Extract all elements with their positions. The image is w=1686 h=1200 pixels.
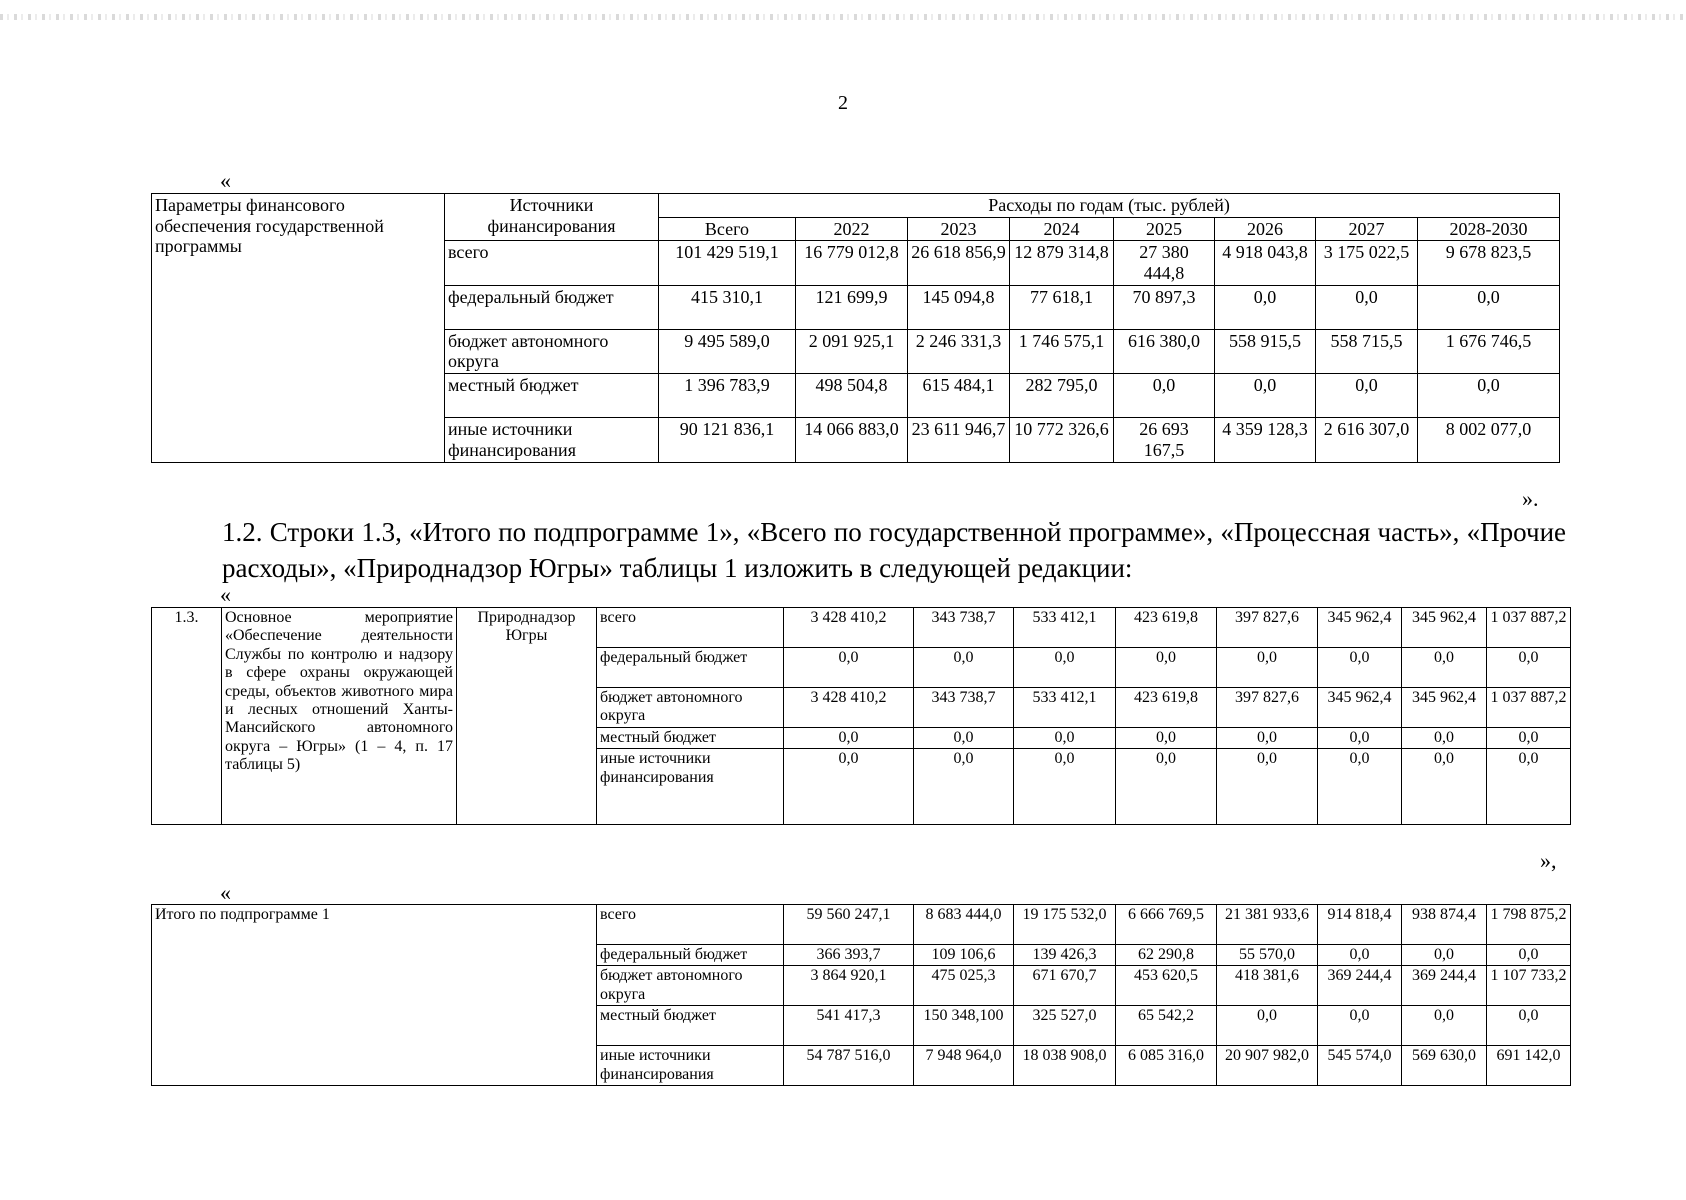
- value-cell: 498 504,8: [796, 374, 908, 418]
- value-cell: 938 874,4: [1402, 905, 1487, 945]
- value-cell: 59 560 247,1: [784, 905, 914, 945]
- value-cell: 1 037 887,2: [1487, 688, 1571, 728]
- value-cell: 10 772 326,6: [1010, 418, 1114, 462]
- value-cell: 21 381 933,6: [1217, 905, 1318, 945]
- value-cell: 0,0: [1487, 945, 1571, 966]
- value-cell: 0,0: [784, 648, 914, 688]
- value-cell: 26 693 167,5: [1114, 418, 1215, 462]
- value-cell: 121 699,9: [796, 285, 908, 329]
- value-cell: 343 738,7: [914, 688, 1014, 728]
- source-cell: иные источники финансирования: [597, 1046, 784, 1086]
- value-cell: 27 380 444,8: [1114, 241, 1215, 285]
- value-cell: 453 620,5: [1116, 966, 1217, 1006]
- value-cell: 54 787 516,0: [784, 1046, 914, 1086]
- value-cell: 0,0: [1318, 749, 1402, 825]
- value-cell: 145 094,8: [908, 285, 1010, 329]
- value-cell: 369 244,4: [1318, 966, 1402, 1006]
- value-cell: 533 412,1: [1014, 688, 1116, 728]
- value-cell: 77 618,1: [1010, 285, 1114, 329]
- value-cell: 23 611 946,7: [908, 418, 1010, 462]
- value-cell: 0,0: [1402, 945, 1487, 966]
- close-quote-2: »,: [1540, 848, 1557, 873]
- value-cell: 101 429 519,1: [659, 241, 796, 285]
- value-cell: 397 827,6: [1217, 608, 1318, 648]
- value-cell: 1 396 783,9: [659, 374, 796, 418]
- value-cell: 558 715,5: [1316, 329, 1418, 373]
- value-cell: 0,0: [914, 749, 1014, 825]
- value-cell: 0,0: [914, 728, 1014, 749]
- value-cell: 418 381,6: [1217, 966, 1318, 1006]
- value-cell: 914 818,4: [1318, 905, 1402, 945]
- value-cell: 0,0: [1116, 648, 1217, 688]
- years-header: Расходы по годам (тыс. рублей): [659, 194, 1560, 218]
- value-cell: 415 310,1: [659, 285, 796, 329]
- subprogram-1-total-table: [151, 904, 1571, 1086]
- value-cell: 282 795,0: [1010, 374, 1114, 418]
- value-cell: 150 348,100: [914, 1006, 1014, 1046]
- value-cell: 475 025,3: [914, 966, 1014, 1006]
- value-cell: 0,0: [1487, 1006, 1571, 1046]
- value-cell: 0,0: [1217, 648, 1318, 688]
- value-cell: 0,0: [1418, 285, 1560, 329]
- value-cell: 325 527,0: [1014, 1006, 1116, 1046]
- paragraph-text: 1.2. Строки 1.3, «Итого по подпрограмме 1», «Всего по государственной программе», «Процессная часть», «Прочие расходы», «Природнадзор Югры» таблицы 1 изложить в следующей редакции:: [222, 517, 1566, 583]
- table-row: [152, 905, 1571, 945]
- value-cell: 343 738,7: [914, 608, 1014, 648]
- value-cell: 6 085 316,0: [1116, 1046, 1217, 1086]
- amendment-paragraph: [150, 514, 1566, 586]
- value-cell: 0,0: [1217, 749, 1318, 825]
- value-cell: 3 864 920,1: [784, 966, 914, 1006]
- value-cell: 345 962,4: [1318, 688, 1402, 728]
- value-cell: 19 175 532,0: [1014, 905, 1116, 945]
- value-cell: 0,0: [1014, 648, 1116, 688]
- source-cell: федеральный бюджет: [597, 648, 784, 688]
- year-header: 2023: [908, 217, 1010, 241]
- value-cell: 569 630,0: [1402, 1046, 1487, 1086]
- value-cell: 1 107 733,2: [1487, 966, 1571, 1006]
- value-cell: 109 106,6: [914, 945, 1014, 966]
- value-cell: 423 619,8: [1116, 608, 1217, 648]
- source-cell: иные источники финансирования: [445, 418, 659, 462]
- value-cell: 345 962,4: [1318, 608, 1402, 648]
- value-cell: 8 002 077,0: [1418, 418, 1560, 462]
- source-cell: федеральный бюджет: [445, 285, 659, 329]
- value-cell: 0,0: [1217, 728, 1318, 749]
- year-header: 2027: [1316, 217, 1418, 241]
- value-cell: 0,0: [914, 648, 1014, 688]
- value-cell: 20 907 982,0: [1217, 1046, 1318, 1086]
- value-cell: 62 290,8: [1116, 945, 1217, 966]
- row-number-cell: 1.3.: [152, 608, 222, 825]
- value-cell: 691 142,0: [1487, 1046, 1571, 1086]
- value-cell: 2 246 331,3: [908, 329, 1010, 373]
- value-cell: 90 121 836,1: [659, 418, 796, 462]
- table-row: [152, 608, 1571, 648]
- value-cell: 558 915,5: [1215, 329, 1316, 373]
- sources-header: Источники финансирования: [445, 194, 659, 241]
- value-cell: 55 570,0: [1217, 945, 1318, 966]
- value-cell: 18 038 908,0: [1014, 1046, 1116, 1086]
- value-cell: 615 484,1: [908, 374, 1010, 418]
- source-cell: местный бюджет: [597, 1006, 784, 1046]
- value-cell: 345 962,4: [1402, 608, 1487, 648]
- source-cell: иные источники финансирования: [597, 749, 784, 825]
- scan-artifact: [0, 14, 1686, 20]
- value-cell: 2 091 925,1: [796, 329, 908, 373]
- value-cell: 0,0: [1316, 374, 1418, 418]
- value-cell: 0,0: [1116, 728, 1217, 749]
- executor-cell: Природнадзор Югры: [457, 608, 597, 825]
- value-cell: 1 746 575,1: [1010, 329, 1114, 373]
- source-cell: всего: [597, 608, 784, 648]
- total-label-cell: Итого по подпрограмме 1: [152, 905, 597, 1086]
- value-cell: 1 037 887,2: [1487, 608, 1571, 648]
- page-number: 2: [838, 92, 848, 114]
- params-label-cell: Параметры финансового обеспечения государственной программы: [152, 194, 445, 463]
- value-cell: 345 962,4: [1402, 688, 1487, 728]
- value-cell: 423 619,8: [1116, 688, 1217, 728]
- value-cell: 1 676 746,5: [1418, 329, 1560, 373]
- source-cell: федеральный бюджет: [597, 945, 784, 966]
- value-cell: 0,0: [1318, 1006, 1402, 1046]
- source-cell: всего: [445, 241, 659, 285]
- value-cell: 0,0: [1114, 374, 1215, 418]
- year-header: 2025: [1114, 217, 1215, 241]
- value-cell: 0,0: [1014, 728, 1116, 749]
- value-cell: 616 380,0: [1114, 329, 1215, 373]
- source-cell: бюджет автономного округа: [445, 329, 659, 373]
- value-cell: 369 244,4: [1402, 966, 1487, 1006]
- year-header: 2024: [1010, 217, 1114, 241]
- value-cell: 3 428 410,2: [784, 608, 914, 648]
- value-cell: 4 918 043,8: [1215, 241, 1316, 285]
- open-quote: «: [220, 880, 231, 905]
- value-cell: 0,0: [1316, 285, 1418, 329]
- value-cell: 0,0: [1318, 648, 1402, 688]
- value-cell: 0,0: [1402, 1006, 1487, 1046]
- value-cell: 0,0: [1318, 945, 1402, 966]
- value-cell: 0,0: [1402, 728, 1487, 749]
- value-cell: 366 393,7: [784, 945, 914, 966]
- value-cell: 0,0: [1402, 648, 1487, 688]
- open-quote: «: [220, 582, 231, 607]
- value-cell: 65 542,2: [1116, 1006, 1217, 1046]
- year-header: 2026: [1215, 217, 1316, 241]
- value-cell: 533 412,1: [1014, 608, 1116, 648]
- value-cell: 9 678 823,5: [1418, 241, 1560, 285]
- year-header: 2022: [796, 217, 908, 241]
- value-cell: 0,0: [1418, 374, 1560, 418]
- source-cell: бюджет автономного округа: [597, 688, 784, 728]
- value-cell: 397 827,6: [1217, 688, 1318, 728]
- source-cell: бюджет автономного округа: [597, 966, 784, 1006]
- value-cell: 0,0: [1487, 648, 1571, 688]
- value-cell: 0,0: [1014, 749, 1116, 825]
- value-cell: 14 066 883,0: [796, 418, 908, 462]
- financing-parameters-table: [151, 193, 1560, 463]
- close-quote-1: ».: [1522, 486, 1539, 511]
- value-cell: 4 359 128,3: [1215, 418, 1316, 462]
- value-cell: 139 426,3: [1014, 945, 1116, 966]
- value-cell: 0,0: [1116, 749, 1217, 825]
- measure-1-3-table: [151, 607, 1571, 825]
- value-cell: 3 428 410,2: [784, 688, 914, 728]
- value-cell: 16 779 012,8: [796, 241, 908, 285]
- measure-name-cell: Основное мероприятие «Обеспечение деятельности Службы по контролю и надзору в сфере охраны окружающей среды, объектов животного мира и лесных отношений Ханты-Мансийского автономного округа – Югры» (1 – 4, п. 17 таблицы 5): [222, 608, 457, 825]
- year-header: 2028-2030: [1418, 217, 1560, 241]
- value-cell: 0,0: [1215, 285, 1316, 329]
- value-cell: 541 417,3: [784, 1006, 914, 1046]
- value-cell: 0,0: [1487, 749, 1571, 825]
- value-cell: 3 175 022,5: [1316, 241, 1418, 285]
- source-cell: всего: [597, 905, 784, 945]
- value-cell: 1 798 875,2: [1487, 905, 1571, 945]
- value-cell: 7 948 964,0: [914, 1046, 1014, 1086]
- value-cell: 0,0: [1215, 374, 1316, 418]
- open-quote: «: [220, 168, 231, 193]
- value-cell: 9 495 589,0: [659, 329, 796, 373]
- value-cell: 70 897,3: [1114, 285, 1215, 329]
- value-cell: 671 670,7: [1014, 966, 1116, 1006]
- value-cell: 0,0: [1487, 728, 1571, 749]
- value-cell: 0,0: [784, 749, 914, 825]
- value-cell: 2 616 307,0: [1316, 418, 1418, 462]
- source-cell: местный бюджет: [597, 728, 784, 749]
- value-cell: 0,0: [1217, 1006, 1318, 1046]
- value-cell: 0,0: [784, 728, 914, 749]
- value-cell: 12 879 314,8: [1010, 241, 1114, 285]
- value-cell: 545 574,0: [1318, 1046, 1402, 1086]
- value-cell: 26 618 856,9: [908, 241, 1010, 285]
- value-cell: 0,0: [1318, 728, 1402, 749]
- value-cell: 0,0: [1402, 749, 1487, 825]
- source-cell: местный бюджет: [445, 374, 659, 418]
- year-header: Всего: [659, 217, 796, 241]
- value-cell: 8 683 444,0: [914, 905, 1014, 945]
- value-cell: 6 666 769,5: [1116, 905, 1217, 945]
